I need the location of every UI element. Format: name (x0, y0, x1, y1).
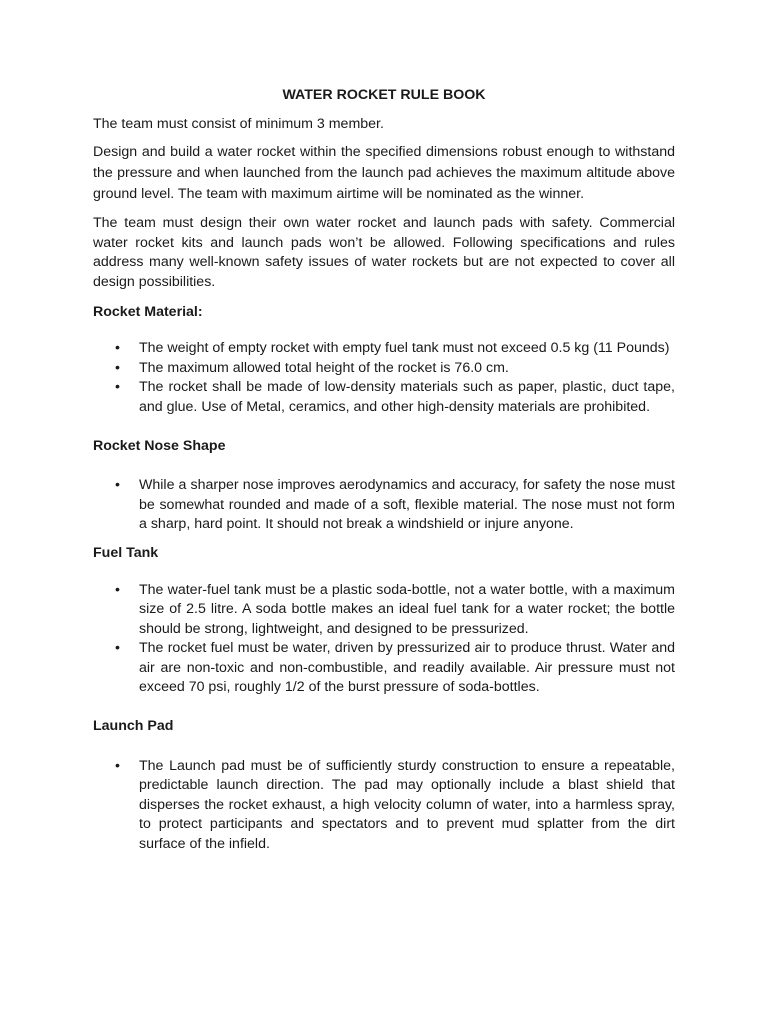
launch-pad-list (93, 757, 675, 855)
list-item-text: The Launch pad must be of sufficiently sturdy construction to ensure a repeatable, predictable launch direction. The pad may optionally include a blast shield that disperses the rocket exhaust, a high velocity column of water, into a harmless spray, to protect participants and spectators and to prevent mud splatter from the dirt surface of the infield. (139, 757, 675, 853)
bullet-icon: • (115, 359, 120, 376)
list-item (93, 581, 675, 640)
list-item-text: The water-fuel tank must be a plastic soda-bottle, not a water bottle, with a maximum size of 2.5 litre. A soda bottle makes an ideal fuel tank for a water rocket; the bottle should be strong, lightweight, and designed to be pressurized. (139, 581, 675, 637)
list-item (93, 339, 675, 359)
rocket-material-list (93, 339, 675, 417)
list-item-text: The rocket shall be made of low-density materials such as paper, plastic, duct tape, and glue. Use of Metal, ceramics, and other high-density materials are prohibited. (139, 379, 675, 415)
intro-paragraph-objective: Design and build a water rocket within the specified dimensions robust enough to withstand the pressure and when launched from the launch pad achieves the maximum altitude above ground level. The team with maximum airtime will be nominated as the winner. (93, 144, 675, 203)
fuel-tank-list (93, 581, 675, 699)
section-heading-rocket-nose-shape: Rocket Nose Shape (93, 437, 226, 454)
document-title: WATER ROCKET RULE BOOK (282, 87, 486, 103)
list-item-text: The maximum allowed total height of the rocket is 76.0 cm. (139, 359, 509, 376)
intro-paragraph-team-size: The team must consist of minimum 3 member. (93, 115, 384, 132)
list-item (93, 757, 675, 855)
bullet-icon: • (115, 640, 120, 657)
list-item (93, 476, 675, 535)
list-item-text: The rocket fuel must be water, driven by pressurized air to produce thrust. Water and air are non-toxic and non-combustible, and readily available. Air pressure must not exceed 70 psi, roughly 1/2 of the burst pressure of soda-bottles. (139, 640, 675, 696)
list-item (93, 378, 675, 417)
bullet-icon: • (115, 757, 120, 774)
list-item (93, 639, 675, 698)
bullet-icon: • (115, 477, 120, 494)
section-heading-rocket-material: Rocket Material: (93, 303, 203, 320)
rocket-nose-list (93, 476, 675, 535)
list-item-text: While a sharper nose improves aerodynamics and accuracy, for safety the nose must be somewhat rounded and made of a soft, flexible material. The nose must not form a sharp, hard point. It should not break a windshield or injure anyone. (139, 477, 675, 533)
section-heading-launch-pad: Launch Pad (93, 718, 174, 735)
bullet-icon: • (115, 340, 120, 357)
list-item (93, 359, 675, 379)
intro-paragraph-safety: The team must design their own water rocket and launch pads with safety. Commercial water rocket kits and launch pads won’t be allowed. Following specifications and rules address many well-known safety issues of water rockets but are not expected to cover all design possibilities. (93, 215, 675, 290)
bullet-icon: • (115, 581, 120, 598)
document-page (93, 86, 675, 855)
list-item-text: The weight of empty rocket with empty fuel tank must not exceed 0.5 kg (11 Pounds) (139, 340, 670, 357)
section-heading-fuel-tank: Fuel Tank (93, 544, 159, 561)
bullet-icon: • (115, 379, 120, 396)
